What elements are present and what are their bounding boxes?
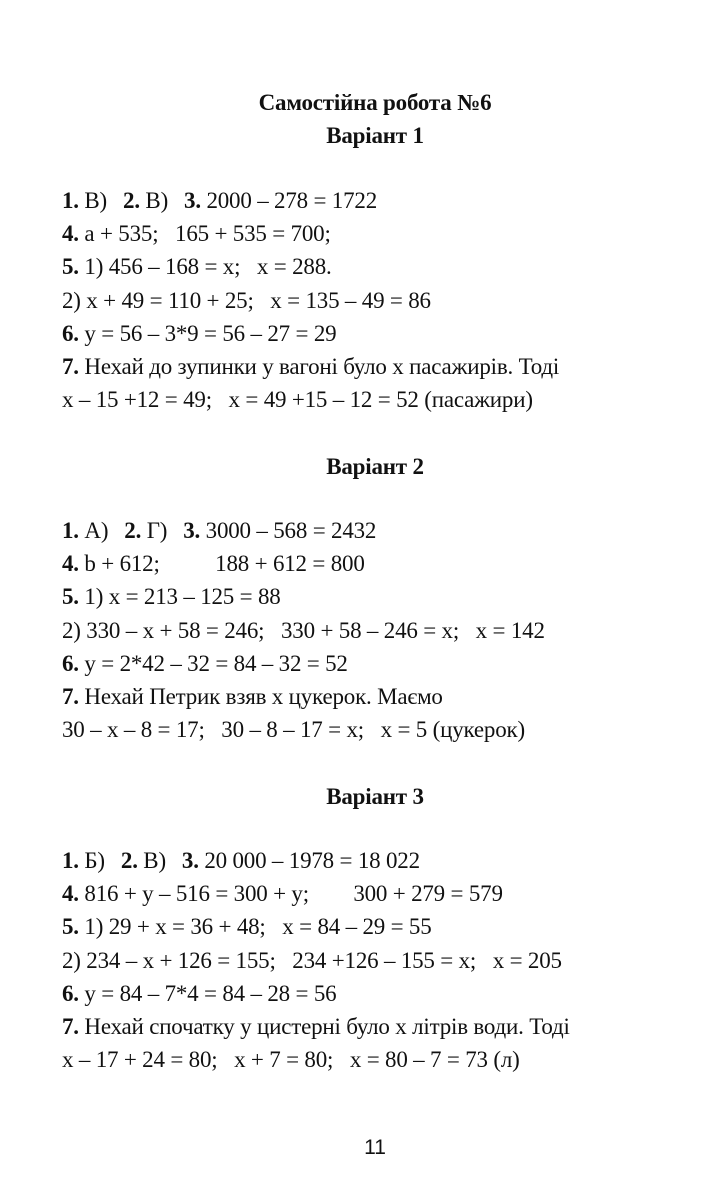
answer-line: 7. Нехай спочатку у цистерні було x літрів води. Тоді bbox=[62, 1014, 570, 1040]
answer-line: x – 15 +12 = 49; x = 49 +15 – 12 = 52 (пасажири) bbox=[62, 387, 533, 413]
answer-line: 5. 1) x = 213 – 125 = 88 bbox=[62, 584, 281, 610]
answer-line: 5. 1) 456 – 168 = x; x = 288. bbox=[62, 254, 332, 280]
answer-line: 2) x + 49 = 110 + 25; x = 135 – 49 = 86 bbox=[62, 287, 431, 313]
answer-line: 1. В) 2. В) 3. 2000 – 278 = 1722 bbox=[62, 188, 378, 213]
answer-line: 30 – x – 8 = 17; 30 – 8 – 17 = x; x = 5 (цукерок) bbox=[62, 717, 525, 743]
document-title: Самостійна робота №6 bbox=[258, 90, 492, 115]
page-number: 11 bbox=[364, 1136, 386, 1159]
variant-2-answers bbox=[62, 514, 702, 746]
answer-line: 5. 1) 29 + x = 36 + 48; x = 84 – 29 = 55 bbox=[62, 914, 432, 940]
answer-line: 4. 816 + y – 516 = 300 + y; 300 + 279 = 579 bbox=[62, 881, 503, 907]
answer-line: 6. y = 56 – 3*9 = 56 – 27 = 29 bbox=[62, 320, 337, 346]
answer-line: 2) 234 – x + 126 = 155; 234 +126 – 155 = x; x = 205 bbox=[62, 947, 562, 973]
answer-line: 6. y = 2*42 – 32 = 84 – 32 = 52 bbox=[62, 650, 348, 676]
answer-line: 7. Нехай Петрик взяв x цукерок. Маємо bbox=[62, 684, 443, 710]
answer-line: 1. Б) 2. В) 3. 20 000 – 1978 = 18 022 bbox=[62, 848, 420, 873]
answer-line: 6. y = 84 – 7*4 = 84 – 28 = 56 bbox=[62, 980, 337, 1006]
variant-1-heading: Варіант 1 bbox=[326, 123, 424, 148]
answer-line: 1. А) 2. Г) 3. 3000 – 568 = 2432 bbox=[62, 518, 377, 543]
answer-line: 7. Нехай до зупинки у вагоні було x пасажирів. Тоді bbox=[62, 354, 560, 380]
answer-line: 2) 330 – x + 58 = 246; 330 + 58 – 246 = x; x = 142 bbox=[62, 617, 545, 643]
variant-2-heading: Варіант 2 bbox=[326, 454, 424, 479]
answer-line: 4. a + 535; 165 + 535 = 700; bbox=[62, 221, 331, 247]
answer-line: x – 17 + 24 = 80; x + 7 = 80; x = 80 – 7 = 73 (л) bbox=[62, 1047, 520, 1073]
variant-3-answers bbox=[62, 844, 702, 1076]
variant-3-heading: Варіант 3 bbox=[326, 784, 424, 809]
variant-1-answers bbox=[62, 184, 702, 416]
answer-line: 4. b + 612; 188 + 612 = 800 bbox=[62, 551, 365, 577]
